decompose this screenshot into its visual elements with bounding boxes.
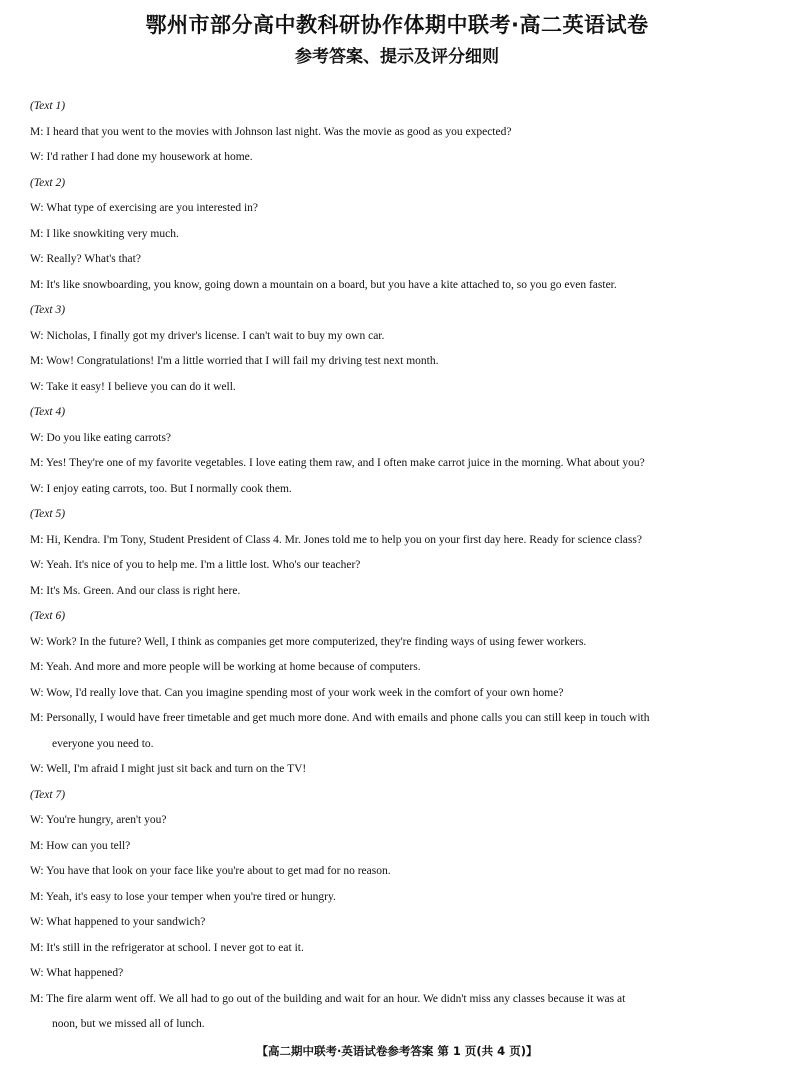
text-section-header: (Text 7) (30, 788, 66, 801)
text-section-header: (Text 3) (30, 304, 66, 316)
document-title: 鄂州市部分高中教科研协作体期中联考·高二英语试卷 (145, 13, 649, 37)
dialogue-line: W: You're hungry, aren't you? (30, 814, 167, 826)
dialogue-line: W: Wow, I'd really love that. Can you imagine spending most of your work week in the comfort of your own home? (30, 686, 564, 699)
page-footer: 【高二期中联考·英语试卷参考答案 第 1 页(共 4 页)】 (256, 1044, 538, 1058)
dialogue-line: W: I'd rather I had done my housework at home. (30, 151, 253, 163)
dialogue-line: W: Nicholas, I finally got my driver's license. I can't wait to buy my own car. (30, 329, 385, 342)
dialogue-line: W: Yeah. It's nice of you to help me. I'm a little lost. Who's our teacher? (30, 559, 361, 571)
dialogue-line: M: Yeah, it's easy to lose your temper when you're tired or hungry. (30, 890, 336, 903)
dialogue-line: W: Really? What's that? (30, 253, 141, 265)
dialogue-line: M: I like snowkiting very much. (30, 227, 179, 240)
dialogue-line: M: It's still in the refrigerator at school. I never got to eat it. (30, 941, 304, 954)
dialogue-line: M: Personally, I would have freer timetable and get much more done. And with emails and phone calls you can still keep in touch with (30, 712, 650, 724)
text-section-header: (Text 5) (30, 508, 66, 520)
dialogue-line: M: The fire alarm went off. We all had to go out of the building and wait for an hour. We didn't miss any classes because it was at (30, 992, 626, 1005)
dialogue-line: M: It's Ms. Green. And our class is right here. (30, 584, 241, 597)
dialogue-line: everyone you need to. (52, 737, 154, 750)
dialogue-line: W: What type of exercising are you interested in? (30, 202, 258, 214)
dialogue-line: W: Well, I'm afraid I might just sit back and turn on the TV! (30, 763, 307, 775)
dialogue-line: W: What happened to your sandwich? (30, 916, 206, 928)
dialogue-line: W: Work? In the future? Well, I think as companies get more computerized, they're finding ways of using fewer workers. (30, 635, 587, 648)
text-section-header: (Text 1) (30, 100, 66, 112)
dialogue-line: M: Yes! They're one of my favorite vegetables. I love eating them raw, and I often make carrot juice in the morning. What about you? (30, 457, 645, 469)
dialogue-line: M: I heard that you went to the movies with Johnson last night. Was the movie as good as you expected? (30, 125, 512, 138)
dialogue-line: M: Wow! Congratulations! I'm a little worried that I will fail my driving test next month. (30, 355, 439, 367)
dialogue-line: M: Hi, Kendra. I'm Tony, Student President of Class 4. Mr. Jones told me to help you on your first day here. Ready for science class? (30, 533, 642, 546)
dialogue-line: W: Do you like eating carrots? (30, 431, 172, 444)
text-section-header: (Text 6) (30, 610, 66, 622)
dialogue-line: M: Yeah. And more and more people will be working at home because of computers. (30, 661, 421, 673)
dialogue-line: M: It's like snowboarding, you know, going down a mountain on a board, but you have a kite attached to, so you go even faster. (30, 278, 617, 291)
dialogue-line: M: How can you tell? (30, 839, 131, 852)
dialogue-line: noon, but we missed all of lunch. (52, 1018, 205, 1030)
dialogue-line: W: Take it easy! I believe you can do it well. (30, 380, 236, 393)
transcript-body (30, 94, 770, 1038)
dialogue-line: W: I enjoy eating carrots, too. But I normally cook them. (30, 482, 292, 495)
dialogue-line: W: What happened? (30, 967, 124, 979)
document-subtitle: 参考答案、提示及评分细则 (295, 47, 499, 67)
text-section-header: (Text 4) (30, 406, 66, 418)
dialogue-line: W: You have that look on your face like you're about to get mad for no reason. (30, 865, 391, 877)
text-section-header: (Text 2) (30, 176, 66, 189)
